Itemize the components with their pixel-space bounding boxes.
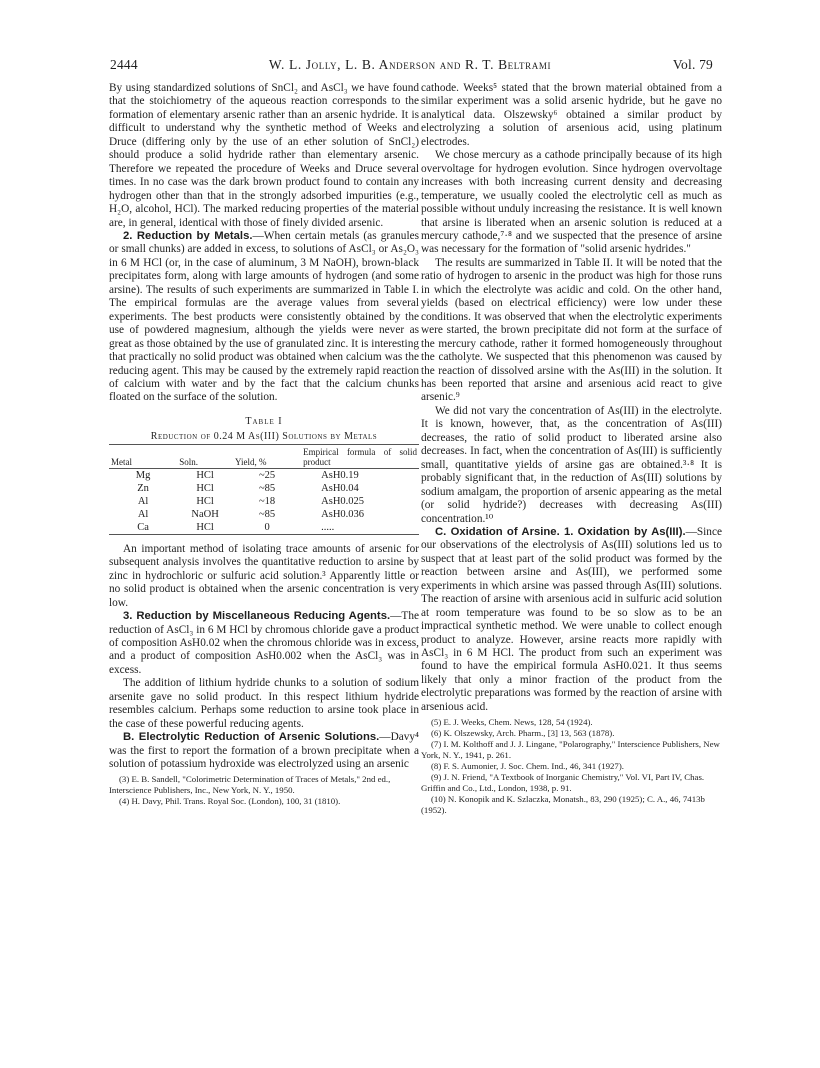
left-column [109, 82, 419, 807]
section-text: —When certain metals (as granules or small chunks) are added in excess, to solutions of AsCl₃ or As₂O₃ in 6 M HCl (or, in the case of aluminum, 3 M NaOH), brown-black precipitates form, along with large amounts of hydrogen (and some arsine). The results of such experiments are summarized in Table I. The empirical formulas are the average values from several experiments. The best products were consistently obtained by the use of powdered magnesium, although the yields were never as great as those obtained by the use of granulated zinc. It is interesting that practically no solid product was obtained when calcium was the reducing agent. This may be caused by the extremely rapid reaction of calcium with water and by the fact that the calcium chunks floated on the surface of the solution. [109, 229, 419, 404]
table-caption: Reduction of 0.24 M As(III) Solutions by Metals [150, 431, 378, 443]
paragraph: We chose mercury as a cathode principally because of its high overvoltage for hydrogen evolution. Since hydrogen overvoltage increases with both increasing current density and decreasing temperature, we usually cooled the electrolytic cell as much as possible without unduly increasing the resistance. It is well known that arsine is liberated when an arsenic solution is reduced at a mercury cathode,⁷·⁸ and we suspected that the presence of arsine was necessary for the formation of "solid arsenic hydrides." [421, 149, 722, 256]
paragraph: cathode. Weeks⁵ stated that the brown material obtained from a similar experiment was a solid arsenic hydride, but he gave no analytical data. Olszewsky⁶ obtained a similar product by electrolyzing a solution of arsenious acid, using platinum electrodes. [421, 82, 722, 148]
section-electrolytic-reduction [109, 731, 419, 771]
footnote: (9) J. N. Friend, "A Textbook of Inorganic Chemistry," Vol. VI, Part IV, Chas. Griffin and Co., Ltd., London, 1938, p. 91. [421, 772, 705, 794]
footnotes [421, 717, 722, 816]
table-cell: AsH0.025 [321, 495, 365, 507]
table-cell: 0 [264, 521, 270, 533]
section-oxidation-of-arsine [421, 526, 722, 714]
section-misc-reducing-agents [109, 610, 419, 677]
section-heading: B. Electrolytic Reduction of Arsenic Solutions. [123, 731, 380, 744]
page-number: 2444 [110, 57, 138, 72]
table-cell: HCl [196, 521, 214, 533]
table-row [109, 521, 419, 535]
footnote: (10) N. Konopik and K. Szlaczka, Monatsh., 83, 290 (1925); C. A., 46, 7413b (1952). [421, 794, 705, 816]
volume-label: Vol. 79 [672, 57, 713, 72]
paragraph: We did not vary the concentration of As(III) in the electrolyte. It is known, however, that, as the concentration of As(III) decreases, the ratio of solid product to liberated arsine also decreases. In fact, when the concentration of As(III) is sufficiently small, quantitative yields of arsine gas are obtained.³·⁸ It is probably significant that, in the reduction of As(III) solutions by sodium amalgam, the proportion of arsenic appearing as the metal (or solid hydride?) decreases with decreasing As(III) concentration.¹⁰ [421, 404, 722, 525]
section-heading: 3. Reduction by Miscellaneous Reducing Agents. [123, 610, 391, 623]
footnote: (4) H. Davy, Phil. Trans. Royal Soc. (London), 100, 31 (1810). [119, 796, 341, 807]
footnote: (5) E. J. Weeks, Chem. News, 128, 54 (1924). [431, 717, 593, 728]
table-cell: ..... [321, 521, 335, 533]
table-row [109, 495, 419, 508]
table-cell: HCl [196, 482, 214, 494]
section-text: —Davy⁴ was the first to report the formation of a brown precipitate when a solution of potassium hydroxide was electrolyzed using an arsenic [109, 731, 419, 771]
section-heading: C. Oxidation of Arsine. 1. Oxidation by As(III). [435, 525, 686, 538]
table-row [109, 508, 419, 521]
table-cell: HCl [196, 469, 214, 481]
table-title: Table I [245, 415, 283, 427]
footnotes [109, 774, 419, 807]
column-header: Soln. [177, 444, 233, 468]
table-cell: ~85 [258, 482, 276, 494]
section-heading: 2. Reduction by Metals. [123, 229, 253, 242]
paragraph: An important method of isolating trace amounts of arsenic for subsequent analysis involves the quantitative reduction to arsine by zinc in hydrochloric or sulfuric acid solution.³ Apparently little or no solid product is obtained when the arsenic concentration is very low. [109, 542, 419, 609]
table-cell: AsH0.19 [321, 469, 359, 481]
table-cell: ~85 [258, 508, 276, 520]
section-text: —The reduction of AsCl₃ in 6 M HCl by chromous chloride gave a product of composition AsH0.02 when the chromous chloride was in excess, and a product of composition AsH0.002 when the AsCl₃ was in excess. [109, 610, 419, 676]
column-header: Empirical formula of solid product [301, 444, 419, 468]
column-header: Metal [109, 444, 177, 468]
table-row [109, 482, 419, 495]
table-cell: AsH0.04 [321, 482, 359, 494]
table-cell: Zn [137, 482, 149, 494]
footnote: (3) E. B. Sandell, "Colorimetric Determination of Traces of Metals," 2nd ed., Interscience Publishers, Inc., New York, N. Y., 1950. [109, 774, 391, 796]
table-header-row [109, 444, 419, 468]
paragraph: By using standardized solutions of SnCl₂ and AsCl₃ we have found that the stoichiometry of the aqueous reaction corresponds to the formation of elementary arsenic rather than an arsenic hydride. It is difficult to understand why the synthetic method of Weeks and Druce (differing only by the use of an ether solution of SnCl₂) should produce a solid hydride rather than elementary arsenic. Therefore we repeated the procedure of Weeks and Druce several times. In no case was the dark brown product found to contain any hydrogen other than that in the strongly adsorbed impurities (e.g., H₂O, alcohol, HCl). The marked reducing properties of the material are, in general, identical with those of finely divided arsenic. [109, 82, 419, 229]
table-cell: Al [137, 495, 149, 507]
footnote: (6) K. Olszewsky, Arch. Pharm., [3] 13, 563 (1878). [431, 728, 615, 739]
running-head-authors: W. L. Jolly, L. B. Anderson and R. T. Beltrami [268, 57, 552, 72]
column-header: Yield, % [233, 444, 301, 468]
paragraph: The results are summarized in Table II. It will be noted that the ratio of hydrogen to arsenic in the product was high for those runs in which the electrolyte was acidic and cold. On the other hand, yields (based on electrical efficiency) were low under these conditions. It was observed that when the electrolytic experiments were started, the brown precipitate did not form at the surface of the mercury cathode, rather it formed homogeneously throughout the catholyte. We suspected that this phenomenon was caused by the reaction of dissolved arsine with the As(III) in the solution. It has been reported that arsine and arsenious acid react to give arsenic.⁹ [421, 256, 722, 404]
footnote: (8) F. S. Aumonier, J. Soc. Chem. Ind., 46, 341 (1927). [431, 761, 624, 772]
table-row [109, 468, 419, 482]
table-cell: HCl [196, 495, 214, 507]
section-reduction-by-metals [109, 230, 419, 405]
paragraph: The addition of lithium hydride chunks to a solution of sodium arsenite gave no solid product. In this respect lithium hydride resembles calcium. Perhaps some reduction to arsine took place in the case of these powerful reducing agents. [109, 677, 419, 730]
footnote: (7) I. M. Kolthoff and J. J. Lingane, "Polarography," Interscience Publishers, New York, N. Y., 1941, p. 261. [421, 739, 720, 761]
table-cell: NaOH [191, 508, 219, 520]
section-text: —Since our observations of the electrolysis of As(III) solutions led us to suspect that at least part of the solid product was formed by the reaction between arsine and As(III), we performed some experiments in which arsine was passed through As(III) solutions. The reaction of arsine with arsenious acid in sulfuric acid solution at room temperature was found to be so slow as to be an impractical synthetic method. We were unable to collect enough product to analyze. However, arsine reacts more rapidly with AsCl₃ in 6 M HCl. The product from such an experiment was found to have the empirical formula AsH0.021. It thus seems likely that only a minor fraction of the product from the electrolytic preparations was formed by the reaction of arsine with arsenious acid. [421, 525, 722, 713]
table-cell: AsH0.036 [321, 508, 365, 520]
right-column [421, 82, 722, 816]
table-cell: Al [137, 508, 149, 520]
table-cell: Mg [135, 469, 151, 481]
table-cell: ~25 [258, 469, 276, 481]
table-cell: ~18 [258, 495, 276, 507]
table-cell: Ca [137, 521, 149, 533]
results-table [109, 444, 419, 535]
